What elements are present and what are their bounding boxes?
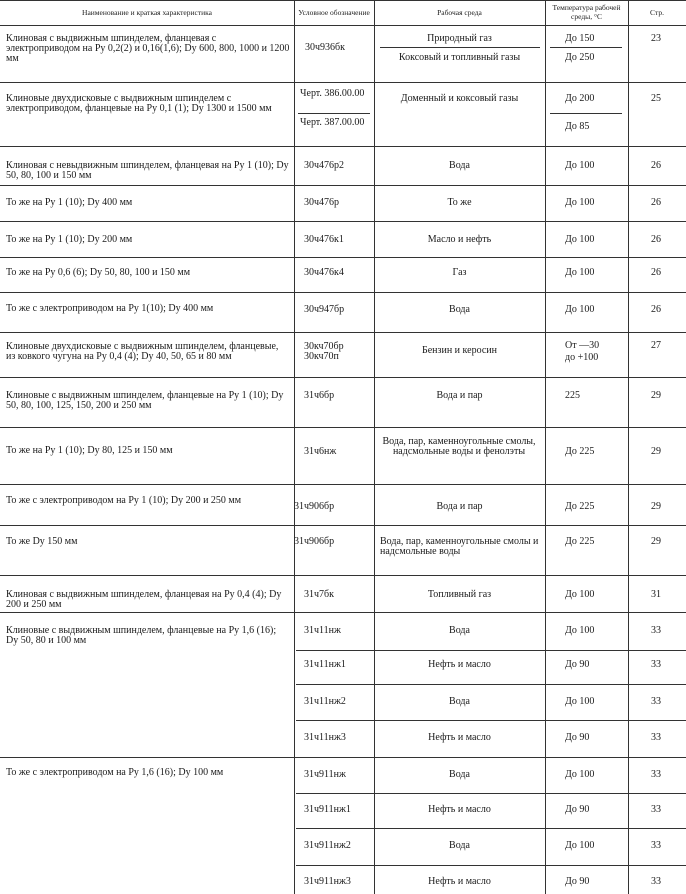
row-9-rule bbox=[0, 427, 686, 428]
row-9-name: Клиновые с выдвижным шпинделем, фланцевые на Pу 1 (10); Dу 50, 80, 100, 125, 150, 200 и 250 мм bbox=[6, 390, 284, 411]
row-7-name: То же с электроприводом на Pу 1(10); Dу 400 мм bbox=[6, 303, 214, 314]
row-14-sub-4-medium: Нефть и масло bbox=[428, 732, 491, 743]
row-9-temp: 225 bbox=[565, 390, 580, 401]
row-7-page: 26 bbox=[651, 304, 661, 315]
row-4-name: То же на Pу 1 (10); Dу 400 мм bbox=[6, 197, 133, 208]
row-11-rule bbox=[0, 525, 686, 526]
header-bottom-rule bbox=[0, 25, 686, 26]
row-1-medium-divider bbox=[380, 47, 540, 48]
row-14-sub-2-page: 33 bbox=[651, 659, 661, 670]
row-14-sub-2-rule bbox=[296, 684, 686, 685]
row-1-temp-2: До 250 bbox=[565, 52, 595, 63]
row-1-medium-1: Природный газ bbox=[427, 33, 492, 44]
row-8-designation-2: 30кч70п bbox=[304, 351, 339, 362]
row-13-rule bbox=[0, 612, 686, 613]
row-14-sub-4-designation: 31ч11нж3 bbox=[304, 732, 346, 743]
row-14-sub-1-medium: Вода bbox=[449, 625, 470, 636]
row-7-medium: Вода bbox=[449, 304, 470, 315]
row-14-sub-1-rule bbox=[296, 650, 686, 651]
row-12-rule bbox=[0, 575, 686, 576]
row-12-designation: 31ч906бр bbox=[294, 536, 335, 547]
row-13-page: 31 bbox=[651, 589, 661, 600]
row-8-designation-1: 30кч70бр bbox=[304, 341, 344, 352]
row-2-designation-2: Черт. 387.00.00 bbox=[300, 117, 365, 128]
row-12-medium: Вода, пар, каменноугольные смолы и надсмольные воды bbox=[380, 536, 539, 557]
row-10-temp: До 225 bbox=[565, 446, 595, 457]
row-12-name: То же Dу 150 мм bbox=[6, 536, 78, 547]
row-8-rule bbox=[0, 377, 686, 378]
row-14-sub-1-designation: 31ч11нж bbox=[304, 625, 341, 636]
row-11-page: 29 bbox=[651, 501, 661, 512]
row-11-temp: До 225 bbox=[565, 501, 595, 512]
row-8-temp-2: до +100 bbox=[565, 352, 599, 363]
row-7-rule bbox=[0, 332, 686, 333]
row-8-page: 27 bbox=[651, 340, 661, 351]
row-6-name: То же на Pу 0,6 (6); Dу 50, 80, 100 и 150 мм bbox=[6, 267, 191, 278]
row-5-temp: До 100 bbox=[565, 234, 595, 245]
row-10-page: 29 bbox=[651, 446, 661, 457]
row-15-sub-1-medium: Вода bbox=[449, 769, 470, 780]
row-10-rule bbox=[0, 484, 686, 485]
header-medium: Рабочая среда bbox=[437, 7, 482, 17]
row-2-designation-1: Черт. 386.00.00 bbox=[300, 88, 365, 99]
row-15-sub-3-page: 33 bbox=[651, 840, 661, 851]
row-14-sub-3-medium: Вода bbox=[449, 696, 470, 707]
row-2-page: 25 bbox=[651, 93, 661, 104]
row-1-name: Клиновая с выдвижным шпинделем, фланцевая с электроприводом на Pу 0,2(2) и 0,16(1,6); Dу 600, 800, 1000 и 1200 мм bbox=[6, 33, 290, 64]
row-7-designation: 30ч947бр bbox=[304, 304, 345, 315]
row-2-temp-1: До 200 bbox=[565, 93, 595, 104]
row-15-sub-4-designation: 31ч911нж3 bbox=[304, 876, 351, 887]
row-3-name: Клиновая с невыдвижным шпинделем, фланцевая на Pу 1 (10); Dу 50, 80, 100 и 150 мм bbox=[6, 160, 289, 181]
row-1-page: 23 bbox=[651, 33, 661, 44]
row-5-medium: Масло и нефть bbox=[427, 234, 492, 245]
row-15-sub-1-designation: 31ч911нж bbox=[304, 769, 346, 780]
row-15-sub-1-rule bbox=[296, 793, 686, 794]
header-temperature: Температура рабочей среды, °С bbox=[552, 3, 621, 21]
row-6-temp: До 100 bbox=[565, 267, 595, 278]
row-12-page: 29 bbox=[651, 536, 661, 547]
row-10-medium: Вода, пар, каменноугольные смолы, надсмольные воды и фенолэты bbox=[382, 436, 536, 457]
row-14-sub-3-page: 33 bbox=[651, 696, 661, 707]
row-14-sub-2-medium: Нефть и масло bbox=[428, 659, 491, 670]
row-6-page: 26 bbox=[651, 267, 661, 278]
row-1-rule bbox=[0, 82, 686, 83]
row-15-sub-4-page: 33 bbox=[651, 876, 661, 887]
row-14-sub-2-temp: До 90 bbox=[565, 659, 590, 670]
row-6-medium: Газ bbox=[452, 267, 467, 278]
row-14-sub-4-page: 33 bbox=[651, 732, 661, 743]
row-14-sub-2-designation: 31ч11нж1 bbox=[304, 659, 346, 670]
row-2-temp-divider bbox=[550, 113, 622, 114]
column-divider-4 bbox=[628, 0, 629, 894]
row-14-name: Клиновые с выдвижным шпинделем, фланцевые на Pу 1,6 (16); Dу 50, 80 и 100 мм bbox=[6, 625, 277, 646]
row-10-designation: 31ч6нж bbox=[304, 446, 337, 457]
column-divider-2 bbox=[374, 0, 375, 894]
row-13-designation: 31ч7бк bbox=[304, 589, 334, 600]
row-15-sub-3-medium: Вода bbox=[449, 840, 470, 851]
row-2-rule bbox=[0, 146, 686, 147]
row-5-page: 26 bbox=[651, 234, 661, 245]
row-15-sub-1-temp: До 100 bbox=[565, 769, 595, 780]
row-2-name: Клиновые двухдисковые с выдвижным шпинделем с электроприводом, фланцевые на Pу 0,1 (1); Dу 1300 и 1500 мм bbox=[6, 93, 272, 114]
row-2-designation-divider bbox=[298, 113, 370, 114]
row-14-sub-3-rule bbox=[296, 720, 686, 721]
row-15-sub-2-temp: До 90 bbox=[565, 804, 590, 815]
row-9-medium: Вода и пар bbox=[436, 390, 483, 401]
row-8-medium: Бензин и керосин bbox=[422, 345, 497, 356]
row-2-medium: Доменный и коксовый газы bbox=[400, 93, 519, 104]
row-6-rule bbox=[0, 292, 686, 293]
row-1-temp-1: До 150 bbox=[565, 33, 595, 44]
row-1-temp-divider bbox=[550, 47, 622, 48]
row-11-name: То же с электроприводом на Pу 1 (10); Dу 200 и 250 мм bbox=[6, 495, 242, 506]
row-10-name: То же на Pу 1 (10); Dу 80, 125 и 150 мм bbox=[6, 445, 173, 456]
row-15-sub-1-page: 33 bbox=[651, 769, 661, 780]
row-4-temp: До 100 bbox=[565, 197, 595, 208]
row-1-medium-2: Коксовый и топливный газы bbox=[398, 52, 521, 63]
row-13-medium: Топливный газ bbox=[427, 589, 492, 600]
header-page: Стр. bbox=[650, 7, 664, 17]
row-3-temp: До 100 bbox=[565, 160, 595, 171]
row-6-designation: 30ч476к4 bbox=[304, 267, 344, 278]
row-15-sub-2-page: 33 bbox=[651, 804, 661, 815]
row-3-designation: 30ч476р2 bbox=[304, 160, 345, 171]
row-5-rule bbox=[0, 257, 686, 258]
row-7-temp: До 100 bbox=[565, 304, 595, 315]
row-15-sub-4-temp: До 90 bbox=[565, 876, 590, 887]
row-15-sub-3-rule bbox=[296, 865, 686, 866]
row-15-name: То же с электроприводом на Pу 1,6 (16); Dу 100 мм bbox=[6, 767, 224, 778]
row-4-page: 26 bbox=[651, 197, 661, 208]
row-8-name: Клиновые двухдисковые с выдвижным шпинделем, фланцевые, из ковкого чугуна на Pу 0,4 (4); Dу 40, 50, 65 и 80 мм bbox=[6, 341, 279, 362]
row-5-name: То же на Pу 1 (10); Dу 200 мм bbox=[6, 234, 133, 245]
row-4-designation: 30ч476р bbox=[304, 197, 340, 208]
row-12-temp: До 225 bbox=[565, 536, 595, 547]
row-2-temp-2: До 85 bbox=[565, 121, 590, 132]
row-15-sub-2-medium: Нефть и масло bbox=[428, 804, 491, 815]
row-14-sub-3-temp: До 100 bbox=[565, 696, 595, 707]
row-15-sub-3-designation: 31ч911нж2 bbox=[304, 840, 351, 851]
row-15-sub-4-medium: Нефть и масло bbox=[428, 876, 491, 887]
row-11-designation: 31ч906бр bbox=[294, 501, 335, 512]
row-5-designation: 30ч476к1 bbox=[304, 234, 344, 245]
row-8-temp-1: От —30 bbox=[565, 340, 600, 351]
row-15-sub-3-temp: До 100 bbox=[565, 840, 595, 851]
row-3-medium: Вода bbox=[449, 160, 470, 171]
row-14-sub-4-temp: До 90 bbox=[565, 732, 590, 743]
row-13-name: Клиновая с выдвижным шпинделем, фланцевая на Pу 0,4 (4); Dу 200 и 250 мм bbox=[6, 589, 282, 610]
column-divider-1 bbox=[294, 0, 295, 894]
row-9-page: 29 bbox=[651, 390, 661, 401]
row-13-temp: До 100 bbox=[565, 589, 595, 600]
row-15-sub-2-rule bbox=[296, 828, 686, 829]
row-14-sub-1-temp: До 100 bbox=[565, 625, 595, 636]
row-14-rule bbox=[0, 757, 686, 758]
row-11-medium: Вода и пар bbox=[436, 501, 483, 512]
row-3-page: 26 bbox=[651, 160, 661, 171]
row-14-sub-3-designation: 31ч11нж2 bbox=[304, 696, 346, 707]
row-1-designation: 30ч936бк bbox=[305, 42, 345, 53]
header-designation: Условное обозначение bbox=[298, 7, 370, 17]
row-9-designation: 31ч6бр bbox=[304, 390, 335, 401]
header-name: Наименование и краткая характеристика bbox=[82, 7, 212, 17]
column-divider-3 bbox=[545, 0, 546, 894]
row-3-rule bbox=[0, 185, 686, 186]
row-15-sub-2-designation: 31ч911нж1 bbox=[304, 804, 351, 815]
row-4-rule bbox=[0, 221, 686, 222]
row-14-sub-1-page: 33 bbox=[651, 625, 661, 636]
row-4-medium: То же bbox=[447, 197, 472, 208]
